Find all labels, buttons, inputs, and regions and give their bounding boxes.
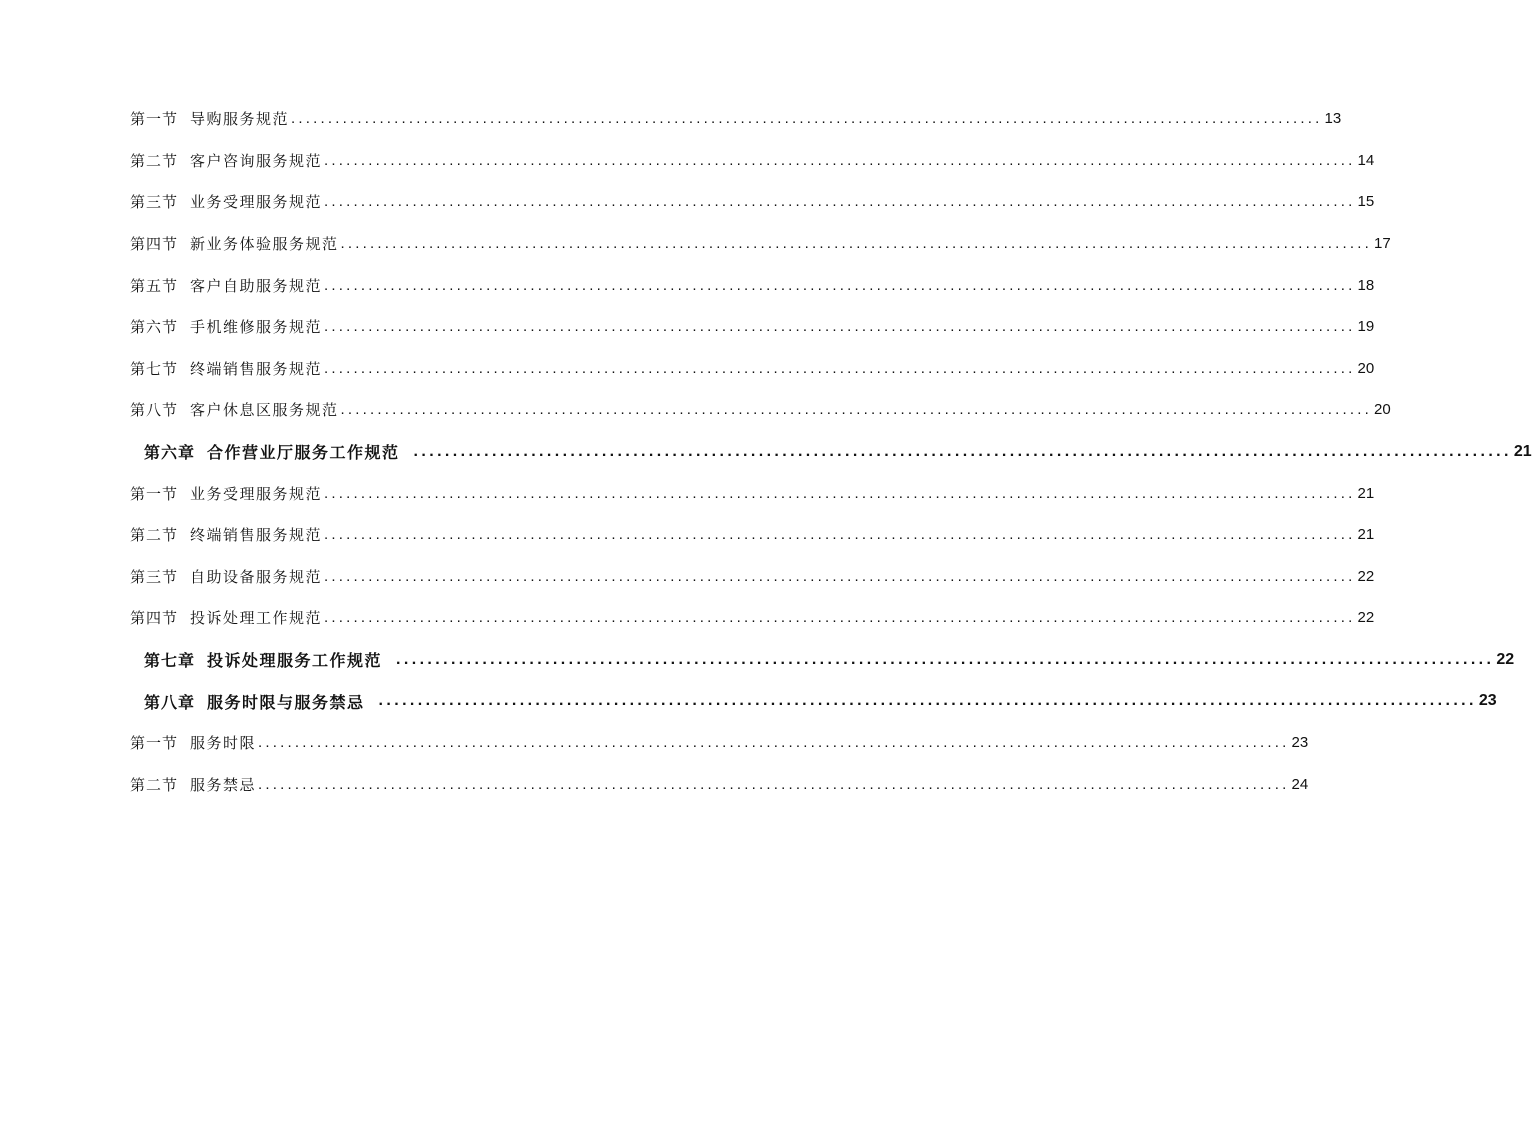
toc-entry-number: 第六节 [130,318,179,337]
dot-leader: ............................................................................................................................................ [396,650,1495,668]
toc-entry[interactable] [0,264,1375,306]
toc-entry-number: 第三节 [130,567,179,586]
toc-entry-title: 服务禁忌 [190,775,257,794]
toc-entry-number: 第二节 [130,775,179,794]
toc-entry-title: 客户咨询服务规范 [190,151,323,170]
table-of-contents [0,98,1532,805]
toc-entry-title: 自助设备服务规范 [190,567,323,586]
toc-entry-number: 第四节 [130,609,179,628]
toc-entry-number: 第一节 [130,734,179,753]
dot-leader: ............................................................................................................................................ [324,359,1356,377]
toc-entry[interactable] [0,223,1391,265]
toc-entry-title: 导购服务规范 [190,110,290,129]
toc-entry[interactable] [0,389,1391,431]
toc-entry-title: 新业务体验服务规范 [190,235,339,254]
toc-chapter-number: 第八章 [144,692,196,712]
toc-entry-number: 第一节 [130,484,179,503]
toc-entry-page: 14 [1357,151,1375,169]
toc-entry[interactable] [0,597,1375,639]
toc-entry-page: 22 [1357,609,1375,627]
toc-entry[interactable] [0,181,1375,223]
toc-entry-page: 15 [1357,193,1375,211]
toc-entry-page: 13 [1324,110,1342,128]
toc-chapter-entry[interactable] [0,639,1515,681]
toc-chapter-page: 22 [1496,650,1515,668]
toc-chapter-title: 服务时限与服务禁忌 [207,692,365,712]
toc-chapter-entry[interactable] [0,431,1532,473]
toc-entry[interactable] [0,98,1342,140]
toc-entry[interactable] [0,140,1375,182]
toc-entry[interactable] [0,514,1375,556]
toc-entry-page: 20 [1373,401,1391,419]
toc-entry-page: 21 [1357,484,1375,502]
dot-leader: ............................................................................................................................................ [324,193,1356,211]
toc-chapter-entry[interactable] [0,680,1497,722]
dot-leader: ............................................................................................................................................ [324,484,1356,502]
dot-leader: ............................................................................................................................................ [324,151,1356,169]
toc-chapter-title: 投诉处理服务工作规范 [207,651,383,671]
toc-entry-title: 服务时限 [190,734,257,753]
toc-entry-number: 第三节 [130,193,179,212]
dot-leader: ............................................................................................................................................ [340,401,1372,419]
toc-entry-page: 17 [1373,235,1391,253]
toc-entry-title: 手机维修服务规范 [190,318,323,337]
dot-leader: ............................................................................................................................................ [324,609,1356,627]
dot-leader: ............................................................................................................................................ [324,276,1356,294]
toc-entry-title: 终端销售服务规范 [190,526,323,545]
toc-entry-number: 第二节 [130,151,179,170]
dot-leader: ............................................................................................................................................ [258,775,1290,793]
toc-entry-title: 终端销售服务规范 [190,359,323,378]
dot-leader: ............................................................................................................................................ [324,318,1356,336]
toc-entry-number: 第四节 [130,235,179,254]
toc-chapter-page: 21 [1513,442,1532,460]
dot-leader: ............................................................................................................................................ [413,442,1512,460]
toc-entry-page: 22 [1357,567,1375,585]
toc-entry[interactable] [0,556,1375,598]
dot-leader: ............................................................................................................................................ [291,110,1323,128]
dot-leader: ............................................................................................................................................ [258,734,1290,752]
toc-entry-title: 业务受理服务规范 [190,193,323,212]
toc-chapter-number: 第七章 [144,651,196,671]
toc-entry-page: 20 [1357,359,1375,377]
toc-entry-number: 第一节 [130,110,179,129]
toc-entry-page: 23 [1291,734,1309,752]
toc-entry-number: 第五节 [130,276,179,295]
dot-leader: ............................................................................................................................................ [324,526,1356,544]
toc-entry-number: 第八节 [130,401,179,420]
toc-entry-title: 客户休息区服务规范 [190,401,339,420]
dot-leader: ............................................................................................................................................ [378,692,1477,710]
toc-entry[interactable] [0,348,1375,390]
toc-entry[interactable] [0,472,1375,514]
toc-entry-title: 客户自助服务规范 [190,276,323,295]
dot-leader: ............................................................................................................................................ [340,235,1372,253]
toc-entry-page: 18 [1357,276,1375,294]
toc-entry-number: 第七节 [130,359,179,378]
toc-entry-title: 业务受理服务规范 [190,484,323,503]
toc-entry[interactable] [0,722,1309,764]
toc-chapter-page: 23 [1478,692,1497,710]
toc-entry-page: 24 [1291,775,1309,793]
dot-leader: ............................................................................................................................................ [324,567,1356,585]
toc-entry[interactable] [0,764,1309,806]
toc-chapter-number: 第六章 [144,443,196,463]
toc-entry[interactable] [0,306,1375,348]
toc-entry-page: 19 [1357,318,1375,336]
toc-chapter-title: 合作营业厅服务工作规范 [207,443,400,463]
toc-entry-title: 投诉处理工作规范 [190,609,323,628]
toc-entry-page: 21 [1357,526,1375,544]
toc-entry-number: 第二节 [130,526,179,545]
